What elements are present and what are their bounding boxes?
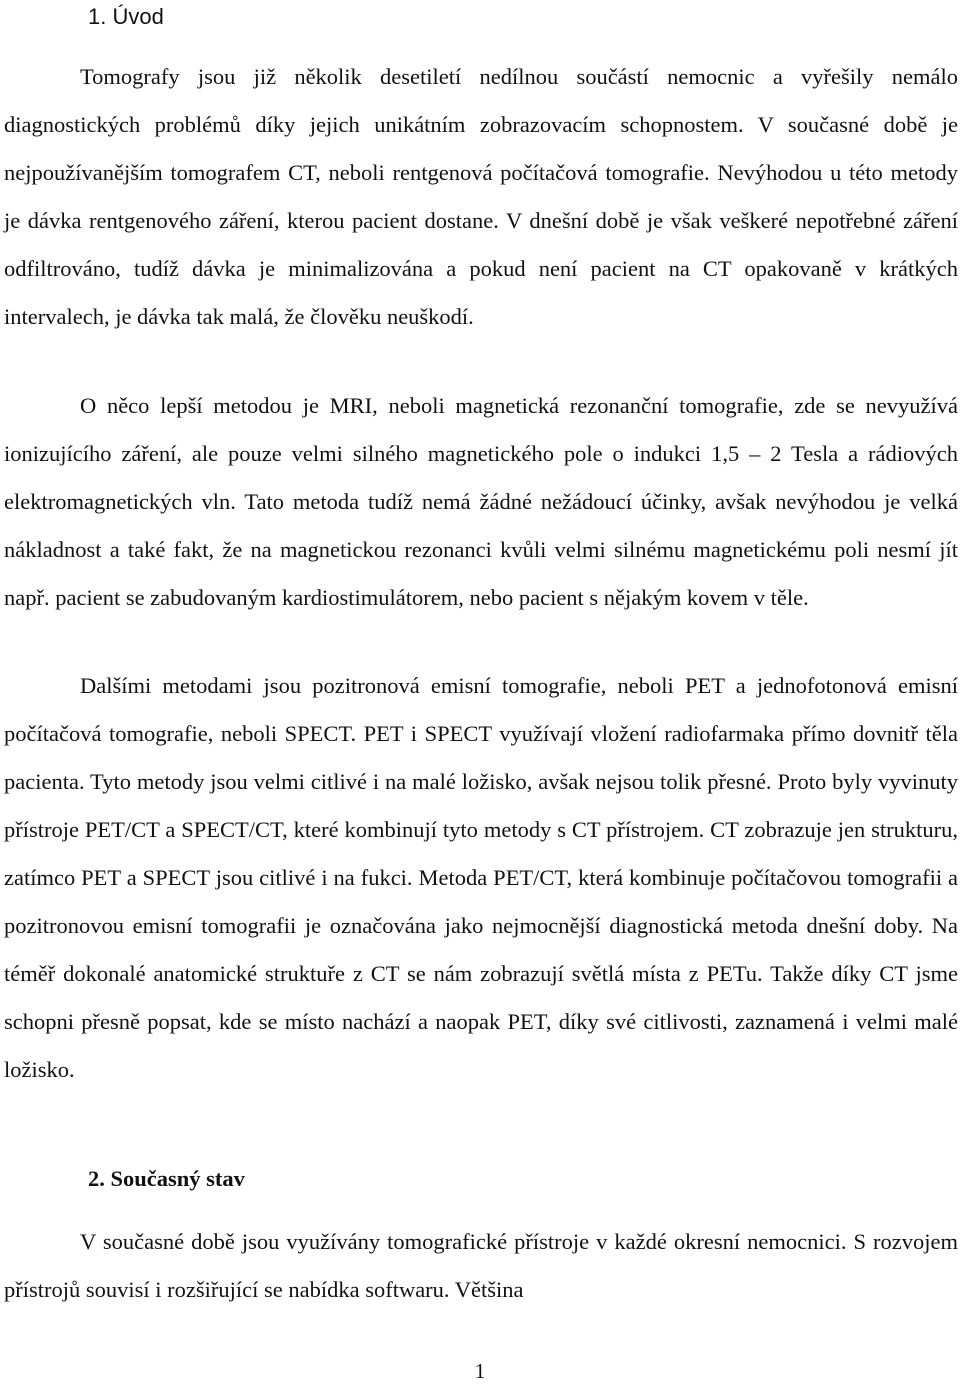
page-number: 1 (474, 1359, 486, 1383)
section-heading-uvod: 1. Úvod (88, 4, 164, 29)
paragraph-mri: O něco lepší metodou je MRI, neboli magnetická rezonanční tomografie, zde se nevyužívá ionizujícího záření, ale pouze velmi silného magnetického pole o indukci 1,5 – 2 Tesla a rádiových elektromagnetických vln. Tato metoda tudíž nemá žádné nežádoucí účinky, avšak nevýhodou je velká nákladnost a také fakt, že na magnetickou rezonanci kvůli velmi silnému magnetickému poli nesmí jít např. pacient se zabudovaným kardiostimulátorem, nebo pacient s nějakým kovem v těle. (4, 393, 958, 610)
paragraph-intro: Tomografy jsou již několik desetiletí nedílnou součástí nemocnic a vyřešily nemálo diagnostických problémů díky jejich unikátním zobrazovacím schopnostem. V současné době je nejpoužívanějším tomografem CT, neboli rentgenová počítačová tomografie. Nevýhodou u této metody je dávka rentgenového záření, kterou pacient dostane. V dnešní době je však veškeré nepotřebné záření odfiltrováno, tudíž dávka je minimalizována a pokud není pacient na CT opakovaně v krátkých intervalech, je dávka tak malá, že člověku neuškodí. (4, 64, 958, 329)
paragraph-pet-spect: Dalšími metodami jsou pozitronová emisní tomografie, neboli PET a jednofotonová emisní počítačová tomografie, neboli SPECT. PET i SPECT využívají vložení radiofarmaka přímo dovnitř těla pacienta. Tyto metody jsou velmi citlivé i na malé ložisko, avšak nejsou tolik přesné. Proto byly vyvinuty přístroje PET/CT a SPECT/CT, které kombinují tyto metody s CT přístrojem. CT zobrazuje jen strukturu, zatímco PET a SPECT jsou citlivé i na fukci. Metoda PET/CT, která kombinuje počítačovou tomografii a pozitronovou emisní tomografii je označována jako nejmocnější diagnostická metoda dnešní doby. Na téměř dokonalé anatomické struktuře z CT se nám zobrazují světlá místa z PETu. Takže díky CT jsme schopni přesně popsat, kde se místo nachází a naopak PET, díky své citlivosti, zaznamená i velmi malé ložisko. (4, 673, 958, 1082)
paragraph-current-state: V současné době jsou využívány tomografické přístroje v každé okresní nemocnici. S rozvojem přístrojů souvisí i rozšiřující se nabídka softwaru. Většina (4, 1229, 958, 1302)
section-heading-soucasny-stav: 2. Současný stav (88, 1166, 245, 1191)
